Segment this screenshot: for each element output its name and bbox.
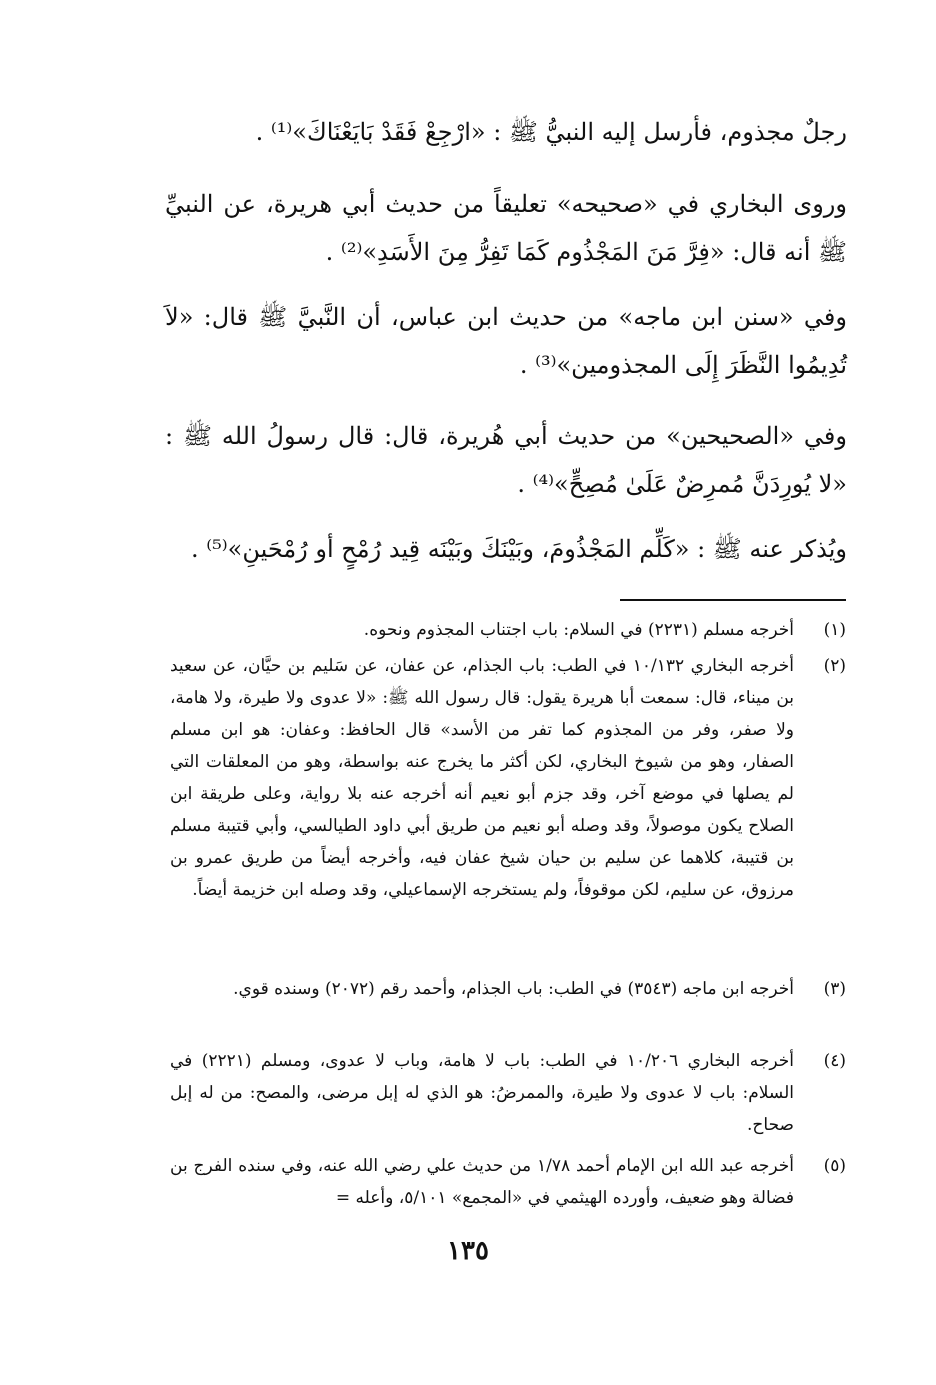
- main-paragraph: رجلٌ مجذوم، فأرسل إليه النبيُّ ﷺ : «ارْجِعْ فَقَدْ بَايَعْنَاكَ»⁽¹⁾ .: [255, 118, 847, 146]
- footnote-divider: [620, 599, 846, 601]
- footnote-number: (١): [823, 620, 846, 640]
- footnote-number: (٣): [823, 979, 846, 999]
- main-paragraph: وفي «الصحيحين» من حديث أبي هُريرة، قال: قال رسولُ الله ﷺ : «لا يُورِدَنَّ مُمرِضٌ عَلَىٰ مُصِحٍّ»⁽⁴⁾ .: [165, 422, 847, 498]
- footnote: [170, 614, 846, 646]
- main-paragraph: ويُذكر عنه ﷺ : «كَلِّم المَجْذُومَ، وبَيْنَكَ وبَيْنَه قِيد رُمْحٍ أو رُمْحَينِ»⁽⁵⁾ .: [190, 535, 847, 563]
- footnote-text: أخرجه البخاري ١٠/١٣٢ في الطب: باب الجذام، عن عفان، عن سَليم بن حيَّان، عن سعيد بن ميناء، قال: سمعت أبا هريرة يقول: قال رسول الله ﷺ: «لا عدوى ولا طيرة، ولا هامة، ولا صفر، وفر من المجذوم كما تفر من الأسد» قال الحافظ: وعفان: هو ابن مسلم الصفار، وهو من شيوخ البخاري، لكن أكثر ما يخرج عنه بواسطة، وهو من المعلقات التي لم يصلها في موضع آخر، وقد جزم أبو نعيم أنه أخرجه عنه بلا رواية، وعلى طريقة ابن الصلاح يكون موصولاً، وقد وصله أبو نعيم من طريق أبي داود الطيالسي، وأبي قتيبة مسلم بن قتيبة، كلاهما عن سليم بن حيان شيخ عفان فيه، وأخرجه أيضاً من طريق عمرو بن مرزوق، عن سليم، لكن موقوفاً، ولم يستخرجه الإسماعيلي، وقد وصله ابن خزيمة أيضاً.: [170, 656, 794, 900]
- footnote-number: (٢): [823, 656, 846, 676]
- footnote-number: (٤): [823, 1051, 846, 1071]
- footnote-text: أخرجه البخاري ١٠/٢٠٦ في الطب: باب لا هامة، وباب لا عدوى، ومسلم (٢٢٢١) في السلام: باب لا عدوى ولا طيرة، والممرضُ: هو الذي له إبل مرضى، والمصح: من له إبل صحاح.: [170, 1051, 795, 1135]
- footnote: [170, 973, 846, 1005]
- footnote: [170, 1150, 846, 1214]
- footnote-number: (٥): [823, 1156, 846, 1176]
- footnote-text: أخرجه ابن ماجه (٣٥٤٣) في الطب: باب الجذام، وأحمد رقم (٢٠٧٢) وسنده قوي.: [233, 979, 794, 999]
- main-paragraph: وروى البخاري في «صحيحه» تعليقاً من حديث أبي هريرة، عن النبيِّ ﷺ أنه قال: «فِرَّ مَنَ المَجْذُوم كَمَا تَفِرُّ مِنَ الأَسَدِ»⁽²⁾ .: [165, 190, 847, 266]
- footnote: [170, 650, 846, 906]
- page-number: ١٣٥: [447, 1236, 489, 1266]
- footnote-text: أخرجه مسلم (٢٢٣١) في السلام: باب اجتناب المجذوم ونحوه.: [363, 620, 794, 640]
- main-paragraph: وفي «سنن ابن ماجه» من حديث ابن عباس، أن النَّبيَّ ﷺ قال: «لاَ تُدِيمُوا النَّظَرَ إِلَى المجذومين»⁽³⁾ .: [165, 303, 847, 379]
- footnote: [170, 1045, 846, 1141]
- footnote-text: أخرجه عبد الله ابن الإمام أحمد ١/٧٨ من حديث علي رضي الله عنه، وفي سنده الفرج بن فضالة وهو ضعيف، وأورده الهيثمي في «المجمع» ٥/١٠١، وأعله =: [170, 1156, 794, 1208]
